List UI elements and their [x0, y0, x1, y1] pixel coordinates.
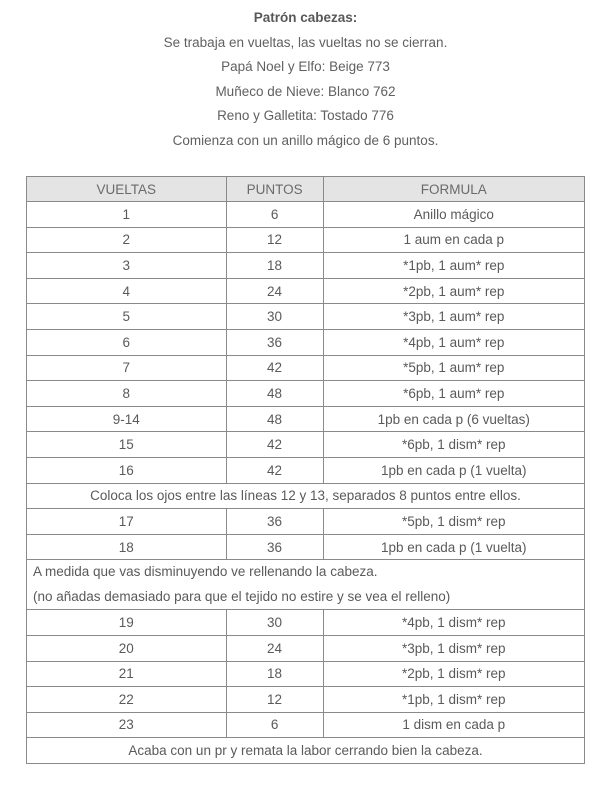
cell-vueltas: 5	[27, 304, 227, 330]
cell-formula: *4pb, 1 dism* rep	[323, 610, 584, 636]
cell-formula: 1pb en cada p (1 vuelta)	[323, 534, 584, 560]
header-puntos: PUNTOS	[226, 177, 323, 202]
cell-puntos: 18	[226, 253, 323, 279]
cell-vueltas: 16	[27, 457, 227, 483]
rows-group-a	[27, 202, 585, 484]
cell-puntos: 42	[226, 457, 323, 483]
cell-formula: *6pb, 1 dism* rep	[323, 432, 584, 458]
cell-vueltas: 6	[27, 329, 227, 355]
pattern-title: Patrón cabezas:	[253, 10, 358, 25]
table-row	[27, 304, 585, 330]
cell-vueltas: 18	[27, 534, 227, 560]
cell-puntos: 48	[226, 406, 323, 432]
cell-puntos: 12	[226, 227, 323, 253]
table-row	[27, 534, 585, 560]
cell-formula: 1 dism en cada p	[323, 712, 584, 738]
table-row	[27, 635, 585, 661]
table-row	[27, 355, 585, 381]
rows-group-b	[27, 509, 585, 560]
cell-vueltas: 1	[27, 202, 227, 228]
cell-vueltas: 19	[27, 610, 227, 636]
cell-formula: *1pb, 1 aum* rep	[323, 253, 584, 279]
cell-puntos: 18	[226, 661, 323, 687]
cell-formula: 1pb en cada p (1 vuelta)	[323, 457, 584, 483]
cell-vueltas: 22	[27, 687, 227, 713]
table-row	[27, 253, 585, 279]
cell-formula: *1pb, 1 dism* rep	[323, 687, 584, 713]
table-row	[27, 278, 585, 304]
note-end: Acaba con un pr y remata la labor cerrando bien la cabeza.	[27, 738, 585, 764]
cell-formula: *6pb, 1 aum* rep	[323, 381, 584, 407]
cell-formula: *5pb, 1 dism* rep	[323, 509, 584, 535]
cell-vueltas: 2	[27, 227, 227, 253]
cell-puntos: 24	[226, 278, 323, 304]
note-fill-line-1: A medida que vas disminuyendo ve rellenando la cabeza.	[33, 564, 378, 580]
cell-formula: *5pb, 1 aum* rep	[323, 355, 584, 381]
cell-formula: 1 aum en cada p	[323, 227, 584, 253]
header-vueltas: VUELTAS	[27, 177, 227, 202]
table-row	[27, 432, 585, 458]
table-row	[27, 329, 585, 355]
pattern-table	[26, 176, 585, 764]
cell-puntos: 6	[226, 202, 323, 228]
note-fill-line-2: (no añadas demasiado para que el tejido no estire y se vea el relleno)	[33, 588, 451, 604]
cell-puntos: 12	[226, 687, 323, 713]
table-row	[27, 661, 585, 687]
cell-formula: *3pb, 1 aum* rep	[323, 304, 584, 330]
table-header-row	[27, 177, 585, 202]
cell-formula: *2pb, 1 dism* rep	[323, 661, 584, 687]
table-row	[27, 610, 585, 636]
cell-vueltas: 8	[27, 381, 227, 407]
intro-line: Reno y Galletita: Tostado 776	[217, 108, 394, 123]
note-row	[27, 560, 585, 610]
cell-puntos: 6	[226, 712, 323, 738]
cell-formula: 1pb en cada p (6 vueltas)	[323, 406, 584, 432]
note-fill	[27, 560, 585, 610]
rows-group-c	[27, 610, 585, 738]
header-formula: FORMULA	[323, 177, 584, 202]
note-row	[27, 738, 585, 764]
table-row	[27, 381, 585, 407]
cell-vueltas: 23	[27, 712, 227, 738]
note-eyes: Coloca los ojos entre las líneas 12 y 13, separados 8 puntos entre ellos.	[27, 483, 585, 509]
cell-vueltas: 21	[27, 661, 227, 687]
table-row	[27, 687, 585, 713]
cell-vueltas: 20	[27, 635, 227, 661]
intro-line: Se trabaja en vueltas, las vueltas no se cierran.	[163, 34, 448, 50]
table-row	[27, 227, 585, 253]
cell-puntos: 36	[226, 534, 323, 560]
cell-puntos: 30	[226, 304, 323, 330]
table-row	[27, 202, 585, 228]
cell-puntos: 36	[226, 509, 323, 535]
intro-line: Muñeco de Nieve: Blanco 762	[215, 83, 396, 99]
intro-line: Comienza con un anillo mágico de 6 puntos.	[172, 132, 439, 148]
table-row	[27, 712, 585, 738]
cell-puntos: 42	[226, 432, 323, 458]
cell-puntos: 42	[226, 355, 323, 381]
cell-vueltas: 17	[27, 509, 227, 535]
cell-vueltas: 15	[27, 432, 227, 458]
pattern-intro	[0, 6, 611, 153]
intro-line: Papá Noel y Elfo: Beige 773	[221, 59, 390, 74]
cell-puntos: 30	[226, 610, 323, 636]
table-row	[27, 457, 585, 483]
note-row	[27, 483, 585, 509]
table-row	[27, 406, 585, 432]
cell-vueltas: 7	[27, 355, 227, 381]
cell-formula: *4pb, 1 aum* rep	[323, 329, 584, 355]
cell-vueltas: 9-14	[27, 406, 227, 432]
table-row	[27, 509, 585, 535]
cell-puntos: 48	[226, 381, 323, 407]
cell-puntos: 36	[226, 329, 323, 355]
cell-vueltas: 3	[27, 253, 227, 279]
cell-formula: Anillo mágico	[323, 202, 584, 228]
cell-puntos: 24	[226, 635, 323, 661]
cell-vueltas: 4	[27, 278, 227, 304]
cell-formula: *2pb, 1 aum* rep	[323, 278, 584, 304]
cell-formula: *3pb, 1 dism* rep	[323, 635, 584, 661]
